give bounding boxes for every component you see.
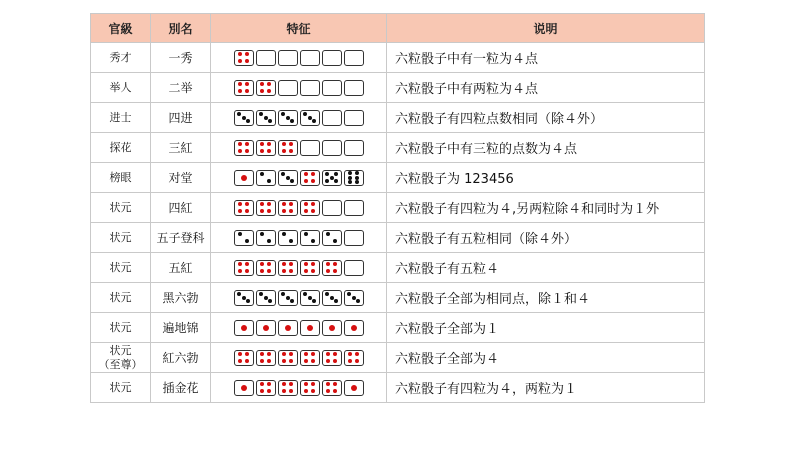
dice-cell [211, 193, 387, 223]
header-rank: 官級 [91, 14, 151, 43]
rank-table-container [90, 13, 704, 403]
description-cell: 六粒骰子有五粒相同（除４外） [387, 223, 705, 253]
table-row [91, 163, 705, 193]
rank-cell: 探花 [91, 133, 151, 163]
die-face-4-icon [300, 260, 320, 276]
die-face-4-icon [256, 260, 276, 276]
dice-cell [211, 313, 387, 343]
die-face-4-icon [234, 140, 254, 156]
table-body [91, 43, 705, 403]
table-row [91, 103, 705, 133]
table-row [91, 223, 705, 253]
die-blank-icon [322, 80, 342, 96]
die-blank-icon [344, 260, 364, 276]
rank-cell: 进士 [91, 103, 151, 133]
die-face-3-icon [344, 290, 364, 306]
die-face-2-icon [278, 230, 298, 246]
die-face-3-icon [278, 170, 298, 186]
dice-cell [211, 373, 387, 403]
die-face-5-icon [322, 170, 342, 186]
rank-cell: 状元 [91, 283, 151, 313]
die-face-4-icon [300, 170, 320, 186]
rank-cell: 榜眼 [91, 163, 151, 193]
die-face-4-icon [278, 260, 298, 276]
die-blank-icon [322, 140, 342, 156]
die-face-3-icon [300, 290, 320, 306]
die-face-4-icon [300, 200, 320, 216]
die-blank-icon [278, 80, 298, 96]
header-dice: 特征 [211, 14, 387, 43]
die-face-4-icon [234, 80, 254, 96]
die-face-4-icon [256, 140, 276, 156]
table-row [91, 73, 705, 103]
dice-group [234, 140, 364, 156]
die-face-1-icon [344, 380, 364, 396]
die-face-3-icon [256, 290, 276, 306]
table-row [91, 283, 705, 313]
die-face-3-icon [256, 110, 276, 126]
rank-cell: 状元 [91, 253, 151, 283]
die-face-4-icon [344, 350, 364, 366]
die-face-4-icon [322, 260, 342, 276]
dice-cell [211, 223, 387, 253]
die-face-1-icon [234, 380, 254, 396]
rank-cell: 状元 [91, 193, 151, 223]
alias-cell: 对堂 [151, 163, 211, 193]
die-face-1-icon [344, 320, 364, 336]
alias-cell: 四进 [151, 103, 211, 133]
dice-group [234, 380, 364, 396]
die-blank-icon [344, 230, 364, 246]
die-face-2-icon [322, 230, 342, 246]
die-face-4-icon [234, 50, 254, 66]
die-blank-icon [256, 50, 276, 66]
table-row [91, 343, 705, 373]
die-face-1-icon [322, 320, 342, 336]
description-cell: 六粒骰子全部为４ [387, 343, 705, 373]
die-face-3-icon [300, 110, 320, 126]
dice-group [234, 200, 364, 216]
rank-cell: 状元 [91, 313, 151, 343]
die-face-1-icon [234, 170, 254, 186]
alias-cell: 黑六勃 [151, 283, 211, 313]
die-face-3-icon [234, 290, 254, 306]
rank-cell: 状元 [91, 373, 151, 403]
description-cell: 六粒骰子有四粒点数相同（除４外） [387, 103, 705, 133]
alias-cell: 紅六勃 [151, 343, 211, 373]
alias-cell: 五子登科 [151, 223, 211, 253]
dice-cell [211, 133, 387, 163]
die-face-4-icon [256, 350, 276, 366]
die-face-4-icon [322, 380, 342, 396]
die-face-4-icon [278, 140, 298, 156]
alias-cell: 二举 [151, 73, 211, 103]
description-cell: 六粒骰子全部为１ [387, 313, 705, 343]
dice-group [234, 50, 364, 66]
alias-cell: 五紅 [151, 253, 211, 283]
dice-cell [211, 343, 387, 373]
description-cell: 六粒骰子为 123456 [387, 163, 705, 193]
die-face-2-icon [256, 170, 276, 186]
header-description: 说明 [387, 14, 705, 43]
die-face-4-icon [278, 200, 298, 216]
die-blank-icon [300, 80, 320, 96]
die-face-2-icon [256, 230, 276, 246]
dice-cell [211, 73, 387, 103]
dice-cell [211, 283, 387, 313]
description-cell: 六粒骰子有五粒４ [387, 253, 705, 283]
dice-group [234, 290, 364, 306]
table-header-row [91, 14, 705, 43]
dice-group [234, 320, 364, 336]
table-row [91, 253, 705, 283]
header-alias: 別名 [151, 14, 211, 43]
dice-rank-table [90, 13, 705, 403]
die-blank-icon [278, 50, 298, 66]
rank-cell: 秀才 [91, 43, 151, 73]
dice-cell [211, 163, 387, 193]
alias-cell: 插金花 [151, 373, 211, 403]
description-cell: 六粒骰子有四粒为４，两粒为１ [387, 373, 705, 403]
die-blank-icon [322, 110, 342, 126]
die-face-1-icon [278, 320, 298, 336]
die-blank-icon [344, 140, 364, 156]
alias-cell: 三紅 [151, 133, 211, 163]
table-row [91, 43, 705, 73]
rank-cell: 举人 [91, 73, 151, 103]
dice-group [234, 80, 364, 96]
table-row [91, 193, 705, 223]
dice-group [234, 110, 364, 126]
die-face-4-icon [300, 350, 320, 366]
description-cell: 六粒骰子有四粒为４,另两粒除４和同时为１外 [387, 193, 705, 223]
description-cell: 六粒骰子中有一粒为４点 [387, 43, 705, 73]
die-face-3-icon [278, 110, 298, 126]
table-row [91, 133, 705, 163]
die-face-6-icon [344, 170, 364, 186]
dice-group [234, 230, 364, 246]
die-face-4-icon [256, 80, 276, 96]
die-face-1-icon [300, 320, 320, 336]
die-face-2-icon [300, 230, 320, 246]
die-blank-icon [344, 110, 364, 126]
die-face-1-icon [256, 320, 276, 336]
dice-cell [211, 103, 387, 133]
die-blank-icon [344, 50, 364, 66]
die-face-4-icon [322, 350, 342, 366]
die-face-3-icon [278, 290, 298, 306]
rank-cell: 状元 （至尊） [91, 343, 151, 373]
die-blank-icon [300, 140, 320, 156]
table-row [91, 373, 705, 403]
table-row [91, 313, 705, 343]
dice-group [234, 260, 364, 276]
dice-cell [211, 43, 387, 73]
description-cell: 六粒骰子中有两粒为４点 [387, 73, 705, 103]
die-blank-icon [322, 200, 342, 216]
dice-group [234, 170, 364, 186]
die-face-4-icon [300, 380, 320, 396]
alias-cell: 一秀 [151, 43, 211, 73]
alias-cell: 四紅 [151, 193, 211, 223]
die-face-4-icon [234, 200, 254, 216]
die-face-4-icon [256, 200, 276, 216]
die-blank-icon [344, 200, 364, 216]
die-face-3-icon [234, 110, 254, 126]
dice-cell [211, 253, 387, 283]
alias-cell: 遍地锦 [151, 313, 211, 343]
die-blank-icon [300, 50, 320, 66]
dice-group [234, 350, 364, 366]
description-cell: 六粒骰子中有三粒的点数为４点 [387, 133, 705, 163]
die-face-4-icon [256, 380, 276, 396]
die-face-1-icon [234, 320, 254, 336]
die-face-4-icon [234, 260, 254, 276]
die-face-4-icon [234, 350, 254, 366]
rank-cell: 状元 [91, 223, 151, 253]
die-face-3-icon [322, 290, 342, 306]
die-face-4-icon [278, 380, 298, 396]
description-cell: 六粒骰子全部为相同点，除１和４ [387, 283, 705, 313]
die-face-4-icon [278, 350, 298, 366]
die-face-2-icon [234, 230, 254, 246]
die-blank-icon [344, 80, 364, 96]
die-blank-icon [322, 50, 342, 66]
